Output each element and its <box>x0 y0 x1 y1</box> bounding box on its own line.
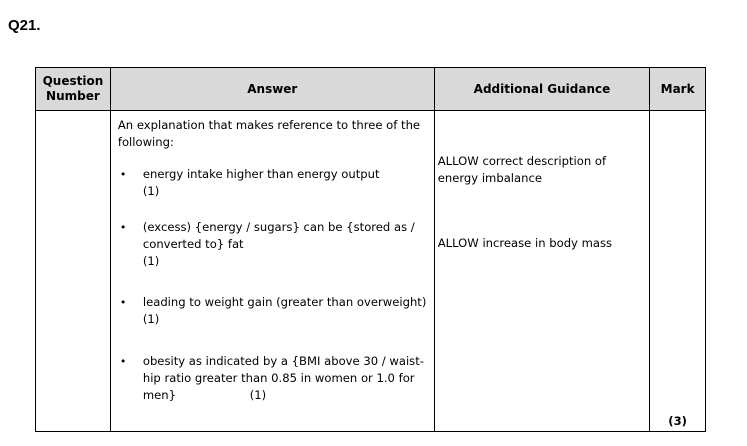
total-mark: (3) <box>668 414 687 428</box>
additional-guidance-cell <box>434 111 649 432</box>
answer-point-mark: (1) <box>142 312 160 326</box>
answer-point <box>118 166 430 200</box>
answer-row <box>36 111 706 432</box>
answer-point-mark: (1) <box>142 184 160 198</box>
answer-point <box>118 219 430 270</box>
mark-cell <box>650 111 706 432</box>
header-additional-guidance: Additional Guidance <box>434 68 649 111</box>
question-title: Q21. <box>8 17 41 34</box>
header-row <box>36 68 706 111</box>
question-number-cell <box>36 111 111 432</box>
bullet-icon: • <box>119 221 127 234</box>
answer-cell <box>110 111 434 432</box>
header-question-number: Question Number <box>36 68 111 111</box>
answer-intro: An explanation that makes reference to three of the following: <box>117 118 421 149</box>
answer-point-text: obesity as indicated by a {BMI above 30 / waist-hip ratio greater than 0.85 in women or 1.0 for men} <box>142 354 424 402</box>
header-answer: Answer <box>110 68 434 111</box>
answer-point-mark: (1) <box>249 388 267 402</box>
answer-point <box>118 294 430 328</box>
mark-scheme-table <box>35 67 706 432</box>
answer-point-mark: (1) <box>142 254 160 268</box>
answer-point-text: leading to weight gain (greater than overweight) <box>142 295 427 309</box>
guidance-note: ALLOW correct description of energy imbalance <box>437 154 607 185</box>
bullet-icon: • <box>119 296 127 309</box>
answer-point-text: energy intake higher than energy output <box>142 167 380 181</box>
answer-point <box>118 353 430 404</box>
answer-point-text: (excess) {energy / sugars} can be {stored as / converted to} fat <box>142 220 415 251</box>
header-mark: Mark <box>650 68 706 111</box>
bullet-icon: • <box>119 355 127 368</box>
bullet-icon: • <box>119 168 127 181</box>
guidance-note: ALLOW increase in body mass <box>437 236 613 250</box>
